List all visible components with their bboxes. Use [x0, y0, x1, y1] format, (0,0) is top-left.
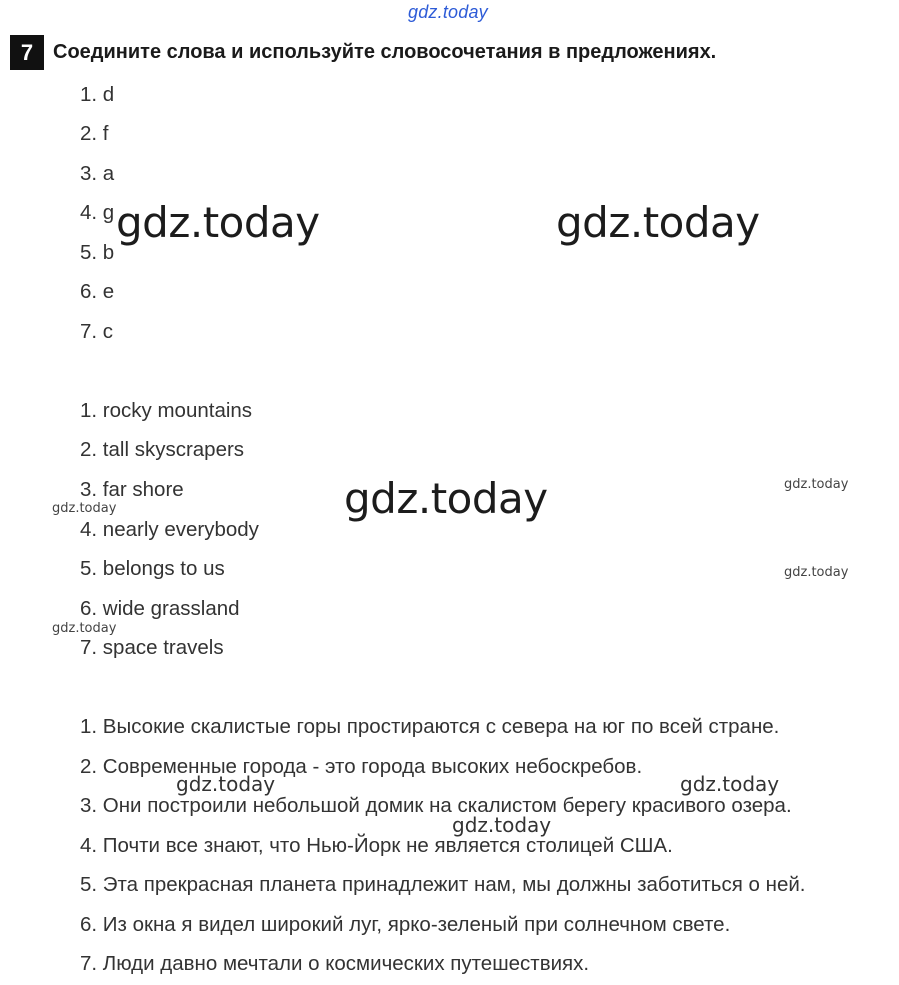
match-item: 1. d: [80, 83, 115, 106]
watermark-small: gdz.today: [784, 565, 849, 580]
watermark-small: gdz.today: [52, 621, 117, 636]
sentence-item: 4. Почти все знают, что Нью-Йорк не является столицей США.: [80, 834, 673, 857]
sentence-item: 1. Высокие скалистые горы простираются с севера на юг по всей стране.: [80, 715, 780, 738]
top-watermark: gdz.today: [408, 2, 488, 22]
watermark-small: gdz.today: [52, 501, 117, 516]
match-item: 7. c: [80, 320, 114, 343]
sentence-item: 5. Эта прекрасная планета принадлежит нам, мы должны заботиться о ней.: [80, 873, 806, 896]
match-item: 3. a: [80, 162, 115, 185]
watermark-medium: gdz.today: [176, 772, 276, 796]
watermark-large: gdz.today: [116, 198, 320, 247]
phrase-item: 1. rocky mountains: [80, 399, 253, 422]
exercise-header: [10, 35, 716, 70]
watermark-medium: gdz.today: [680, 772, 780, 796]
sentence-item: 2. Современные города - это города высоких небоскребов.: [80, 755, 643, 778]
match-item: 6. e: [80, 280, 115, 303]
watermark-large: gdz.today: [344, 474, 548, 523]
match-item: 5. b: [80, 241, 115, 264]
phrase-item: 6. wide grassland: [80, 597, 240, 620]
match-item: 2. f: [80, 122, 109, 145]
watermark-small: gdz.today: [784, 477, 849, 492]
exercise-title: Соедините слова и используйте словосочетания в предложениях.: [53, 41, 717, 63]
phrase-item: 3. far shore: [80, 478, 184, 501]
phrase-item: 2. tall skyscrapers: [80, 438, 245, 461]
sentence-item: 3. Они построили небольшой домик на скалистом берегу красивого озера.: [80, 794, 792, 817]
watermark-medium: gdz.today: [452, 813, 552, 837]
phrase-item: 4. nearly everybody: [80, 518, 259, 541]
phrase-item: 7. space travels: [80, 636, 224, 659]
exercise-number-badge: 7: [10, 35, 44, 70]
sentence-item: 6. Из окна я видел широкий луг, ярко-зеленый при солнечном свете.: [80, 913, 731, 936]
phrase-item: 5. belongs to us: [80, 557, 225, 580]
match-item: 4. g: [80, 201, 115, 224]
watermark-large: gdz.today: [556, 198, 760, 247]
sentence-item: 7. Люди давно мечтали о космических путешествиях.: [80, 952, 590, 975]
